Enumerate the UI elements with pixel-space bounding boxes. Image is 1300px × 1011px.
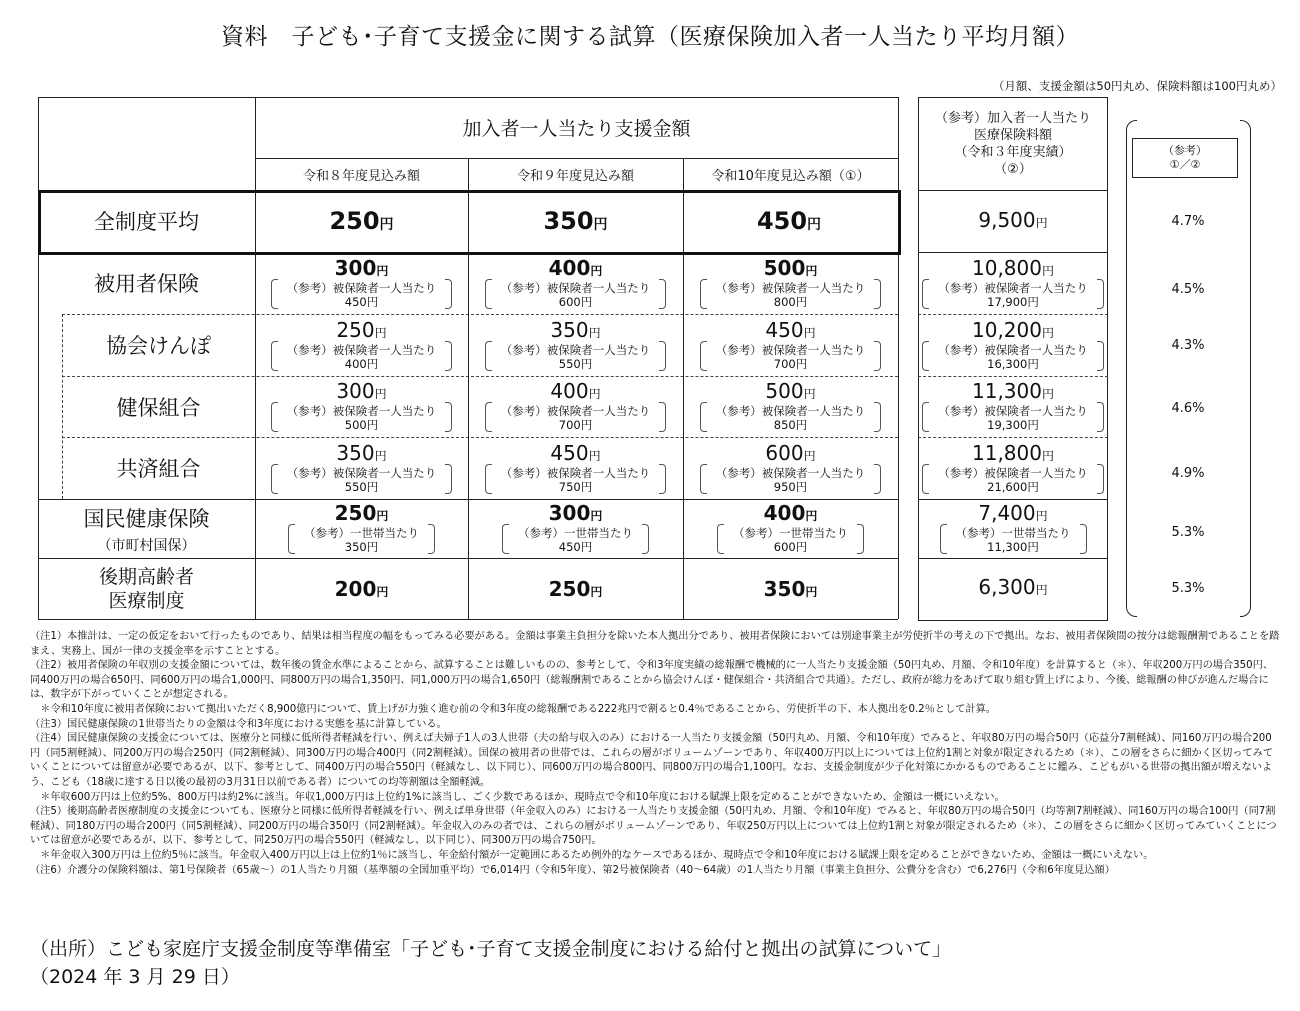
reference-note: （参考）被保険者一人当たり 600円 [485,281,667,309]
value-cell: 250円 [548,576,603,601]
reference-note: （参考）被保険者一人当たり 16,300円 [922,343,1104,371]
row-label-all: 全制度平均 [94,210,199,234]
header-year-2: 令和９年度見込み額 [516,168,634,184]
premium-cell: 11,800円 （参考）被保険者一人当たり 21,600円 [918,437,1108,499]
source-citation [30,935,951,991]
header-year-3: 令和10年度見込み額（①） [711,168,870,184]
page-title: 資料 子ども･子育て支援金に関する試算（医療保険加入者一人当たり平均月額） [221,24,1079,50]
reference-note: （参考）被保険者一人当たり 450円 [271,281,453,309]
note-4-sub: ＊年収600万円は上位約5%、800万円は約2%に該当。年収1,000万円は上位約1%に該当し、ごく少数であるほか、現時点で令和10年度における賦課上限を定めることができないため、金額は一概にいえない。 [30,791,1005,803]
value-cell: 500円 （参考）被保険者一人当たり 800円 [683,252,898,314]
reference-note: （参考）被保険者一人当たり 950円 [700,466,882,494]
reference-note: （参考）一世帯当たり 350円 [288,526,435,554]
value-cell: 200円 [334,576,389,601]
value-cell: 500円 （参考）被保険者一人当たり 850円 [683,376,898,437]
note-5-sub: ＊年金収入300万円は上位約5％に該当。年金収入400万円以上は上位約1％に該当し、年金給付額が一定範囲にあるため例外的なケースであるほか、現時点で令和10年度における賦課上限を定めることができないため、金額は一概にいえない。 [30,849,1154,861]
reference-note: （参考）被保険者一人当たり 850円 [700,404,882,432]
note-6: （注6）介護分の保険料額は、第1号保険者（65歳～）の1人当たり月額（基準額の全国加重平均）で6,014円（令和5年度）、第2号被保険者（40～64歳）の1人当たり月額（事業主負担分、公費分を含む）で6,276円（令和6年度見込額） [30,864,1115,876]
reference-note: （参考）被保険者一人当たり 700円 [700,343,882,371]
reference-note: （参考）被保険者一人当たり 400円 [271,343,453,371]
value-cell: 350円 （参考）被保険者一人当たり 550円 [468,314,683,376]
source-line-2: （2024 年 3 月 29 日） [30,966,240,988]
value-cell: 600円 （参考）被保険者一人当たり 950円 [683,437,898,499]
value-cell: 400円 （参考）被保険者一人当たり 600円 [468,252,683,314]
row-label-kenpo: 健保組合 [116,395,201,420]
premium-cell: 11,300円 （参考）被保険者一人当たり 19,300円 [918,376,1108,437]
ratio-cell: 5.3% [1171,524,1205,540]
note-2: （注2）被用者保険の年収別の支援金額については、数年後の賃金水準によることから、試算することは難しいものの、参考として、令和3年度実績の総報酬で機械的に一人当たり支援金額（50円丸め、月額、令和10年度）を計算すると（＊）、年収200万円の場合350円、同400万円の場合650円、同600万円の場合1,000円、同800万円の場合1,350円、同1,000万円の場合1,650円（総報酬割であることから協会けんぽ・健保組合・共済組合で共通）。ただし、政府が総力をあげて取り組む賃上げにより、今後、総報酬の伸びが進んだ場合には、数字が下がっていくことが想定される。 [30,660,1274,701]
note-5: （注5）後期高齢者医療制度の支援金についても、医療分と同様に低所得者軽減を行い、例えば単身世帯（年金収入のみ）における一人当たり支援金額（50円丸め、月額、令和10年度）でみると、年収80万円の場合50円（均等割7割軽減）、同160万円の場合100円（同7割軽減）、同180万円の場合200円（同5割軽減）、同200万円の場合350円（同2割軽減）。年金収入のみの者では、これらの層がボリュームゾーンであり、年収250万円以上については上位約1割と対象が限定されるため（＊）、この層をさらに細かく区切ってみていくことについては留意が必要であるが、以下、参考として、同250万円の場合550円（軽減なし、以下同じ）、同300万円の場合750円。 [30,806,1277,847]
ratio-cell: 4.9% [1171,465,1205,481]
row-label-kouki: 後期高齢者 医療制度 [98,565,194,612]
value-cell: 450円 [756,207,822,235]
reference-note: （参考）被保険者一人当たり 750円 [485,466,667,494]
value-cell: 450円 （参考）被保険者一人当たり 700円 [683,314,898,376]
premium-cell: 7,400円 （参考）一世帯当たり 11,300円 [918,499,1108,558]
row-label-kyosai: 共済組合 [116,457,201,481]
value-cell: 450円 （参考）被保険者一人当たり 750円 [468,437,683,499]
premium-cell: 6,300円 [978,575,1048,599]
value-cell: 400円 （参考）一世帯当たり 600円 [683,499,898,558]
ratio-cell: 4.3% [1171,337,1205,353]
footnotes [30,630,1280,878]
value-cell: 300円 （参考）被保険者一人当たり 500円 [255,376,468,437]
source-line-1: （出所）こども家庭庁支援金制度等準備室「子ども･子育て支援金制度における給付と拠出の試算について」 [30,938,952,960]
ratio-cell: 4.5% [1171,281,1205,297]
premium-cell: 10,200円 （参考）被保険者一人当たり 16,300円 [918,314,1108,376]
ratio-cell: 4.7% [1171,213,1205,229]
row-label-employee: 被用者保険 [94,272,199,296]
value-cell: 300円 （参考）被保険者一人当たり 450円 [255,252,468,314]
header-premium: （参考）加入者一人当たり 医療保険料額 （令和３年度実績） （②） [934,111,1091,177]
reference-note: （参考）被保険者一人当たり 500円 [271,404,453,432]
ratio-cell: 5.3% [1171,581,1205,596]
value-cell: 400円 （参考）被保険者一人当たり 700円 [468,376,683,437]
header-main: 加入者一人当たり支援金額 [462,118,691,140]
reference-note: （参考）被保険者一人当たり 19,300円 [922,404,1104,432]
header-ratio: （参考） ①／② [1163,144,1207,171]
ratio-cell: 4.6% [1171,400,1205,416]
reference-note: （参考）被保険者一人当たり 21,600円 [922,466,1104,494]
reference-note: （参考）一世帯当たり 11,300円 [940,526,1087,554]
value-cell: 350円 [543,207,608,235]
value-cell: 250円 [329,207,394,235]
value-cell: 250円 （参考）一世帯当たり 350円 [255,499,468,558]
reference-note: （参考）被保険者一人当たり 550円 [485,343,667,371]
note-1: （注1）本推計は、一定の仮定をおいて行ったものであり、結果は相当程度の幅をもってみる必要がある。金額は事業主負担分を除いた本人拠出分であり、被用者保険においては別途事業主が労使折半の考えの下で拠出。なお、被用者保険間の按分は総報酬割であることを踏まえ、実務上、国が一律の支援金率を示すこととする。 [30,631,1280,657]
note-2-sub: ＊令和10年度に被用者保険において拠出いただく8,900億円について、賃上げが力強く進む前の令和3年度の総報酬である222兆円で割ると0.4％であることから、労使折半の下、本人拠出を0.2％として計算。 [30,703,996,715]
note-3: （注3）国民健康保険の1世帯当たりの金額は令和3年度における実態を基に計算している。 [30,718,447,730]
reference-note: （参考）一世帯当たり 450円 [502,526,649,554]
reference-note: （参考）被保険者一人当たり 800円 [700,281,882,309]
value-cell: 350円 （参考）被保険者一人当たり 550円 [255,437,468,499]
ratio-bracket-right [1240,120,1251,617]
premium-cell: 9,500円 [978,207,1048,232]
reference-note: （参考）被保険者一人当たり 550円 [271,466,453,494]
unit-note: （月額、支援金額は50円丸め、保険料額は100円丸め） [992,79,1282,93]
premium-cell: 10,800円 （参考）被保険者一人当たり 17,900円 [918,252,1108,314]
value-cell: 350円 [763,576,818,601]
row-label-kokuho: 国民健康保険 （市町村国保） [83,506,210,554]
row-label-kyokai: 協会けんぽ [106,334,211,358]
header-year-1: 令和８年度見込み額 [302,168,420,184]
value-cell: 250円 （参考）被保険者一人当たり 400円 [255,314,468,376]
reference-note: （参考）被保険者一人当たり 700円 [485,404,667,432]
note-4: （注4）国民健康保険の支援金については、医療分と同様に低所得者軽減を行い、例えば夫婦子1人の3人世帯（夫の給与収入のみ）における一人当たり支援金額（50円丸め、月額、令和10年度）でみると、年収80万円の場合50円（応益分7割軽減）、同160万円の場合200円（同5割軽減）、同200万円の場合250円（同2割軽減）、同300万円の場合400円（同2割軽減）。国保の被用者の世帯では、これらの層がボリュームゾーンであり、年収400万円以上については上位約1割と対象が限定されるため（＊）、この層をさらに細かく区切ってみていくことについては留意が必要であるが、以下、参考として、同400万円の場合550円（軽減なし、以下同じ）、同600万円の場合800円、同800万円の場合1,100円。なお、支援金制度が少子化対策にかかるものであることに鑑み、こどもがいる世帯の拠出額が増えないよう、こども（18歳に達する日以後の最初の3月31日以前である者）についての均等割額は全額軽減。 [30,733,1274,788]
reference-note: （参考）被保険者一人当たり 17,900円 [922,281,1104,309]
value-cell: 300円 （参考）一世帯当たり 450円 [468,499,683,558]
reference-note: （参考）一世帯当たり 600円 [717,526,864,554]
